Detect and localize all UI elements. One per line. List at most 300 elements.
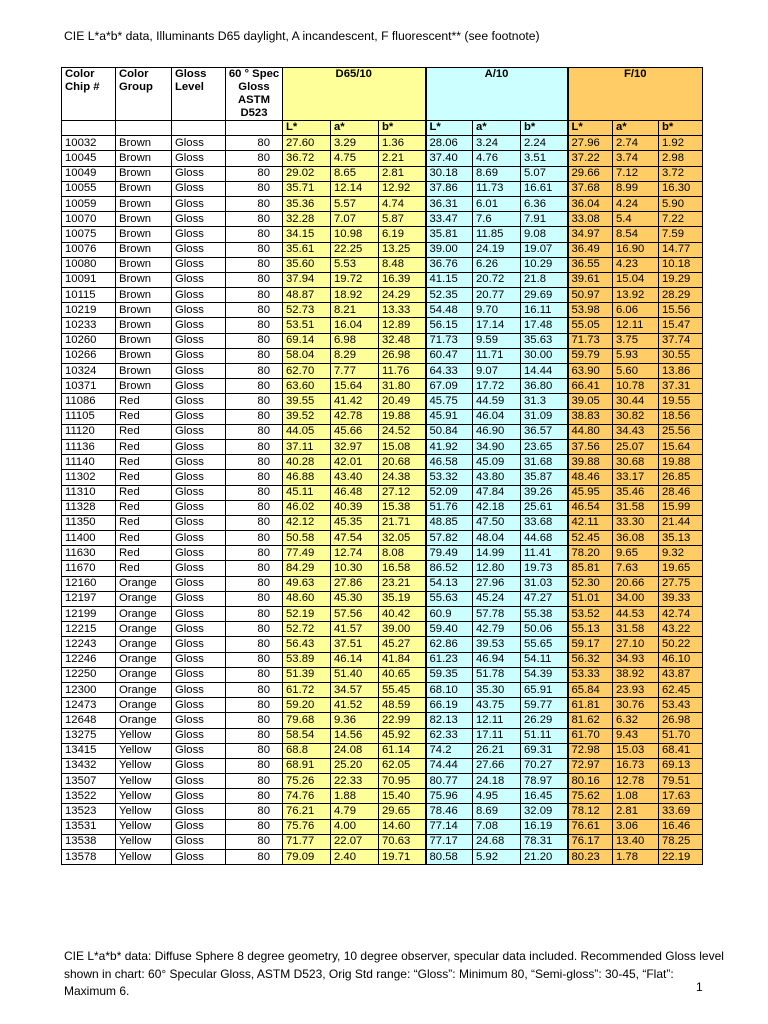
lab-data-table	[61, 67, 703, 865]
cell-d65-a: 45.30	[331, 591, 379, 606]
cell-d65-L: 71.77	[283, 834, 331, 849]
cell-group: Brown	[116, 196, 172, 211]
cell-d65-a: 22.25	[331, 242, 379, 257]
cell-f10-L: 53.33	[568, 667, 613, 682]
cell-a10-a: 8.69	[473, 166, 521, 181]
cell-a10-L: 66.19	[426, 698, 473, 713]
cell-group: Yellow	[116, 819, 172, 834]
cell-f10-b: 15.64	[659, 439, 703, 454]
table-row	[62, 272, 703, 287]
cell-gloss: Gloss	[172, 348, 226, 363]
cell-chip: 12197	[62, 591, 116, 606]
table-row	[62, 212, 703, 227]
cell-group: Yellow	[116, 728, 172, 743]
cell-a10-a: 45.09	[473, 455, 521, 470]
cell-chip: 11136	[62, 439, 116, 454]
cell-a10-L: 56.15	[426, 318, 473, 333]
cell-a10-L: 53.32	[426, 470, 473, 485]
cell-a10-a: 17.14	[473, 318, 521, 333]
table-row	[62, 181, 703, 196]
table-row	[62, 136, 703, 151]
cell-a10-b: 26.29	[521, 713, 568, 728]
cell-gloss: Gloss	[172, 819, 226, 834]
cell-a10-b: 32.09	[521, 804, 568, 819]
cell-d65-L: 48.87	[283, 288, 331, 303]
cell-gloss: Gloss	[172, 652, 226, 667]
cell-d65-L: 52.72	[283, 622, 331, 637]
cell-a10-a: 12.80	[473, 561, 521, 576]
cell-a10-b: 16.61	[521, 181, 568, 196]
cell-group: Red	[116, 500, 172, 515]
cell-group: Orange	[116, 652, 172, 667]
cell-gloss: Gloss	[172, 682, 226, 697]
cell-chip: 12215	[62, 622, 116, 637]
cell-a10-b: 5.07	[521, 166, 568, 181]
table-row	[62, 500, 703, 515]
cell-a10-a: 11.73	[473, 181, 521, 196]
cell-f10-a: 30.44	[613, 394, 659, 409]
cell-f10-a: 1.78	[613, 850, 659, 865]
cell-a10-a: 8.69	[473, 804, 521, 819]
cell-a10-b: 69.31	[521, 743, 568, 758]
cell-d65-L: 61.72	[283, 682, 331, 697]
subheader-f10-L: L*	[568, 121, 613, 136]
cell-a10-L: 35.81	[426, 227, 473, 242]
cell-chip: 11670	[62, 561, 116, 576]
cell-gloss: Gloss	[172, 151, 226, 166]
table-row	[62, 318, 703, 333]
cell-d65-L: 53.89	[283, 652, 331, 667]
cell-group: Brown	[116, 181, 172, 196]
cell-gloss: Gloss	[172, 212, 226, 227]
cell-f10-a: 5.93	[613, 348, 659, 363]
cell-f10-L: 65.84	[568, 682, 613, 697]
cell-a10-b: 19.73	[521, 561, 568, 576]
cell-a10-b: 36.80	[521, 379, 568, 394]
cell-f10-L: 42.11	[568, 515, 613, 530]
cell-d65-a: 8.65	[331, 166, 379, 181]
cell-d65-b: 21.71	[379, 515, 426, 530]
cell-a10-L: 45.75	[426, 394, 473, 409]
cell-f10-b: 16.30	[659, 181, 703, 196]
cell-d65-b: 12.89	[379, 318, 426, 333]
cell-chip: 12246	[62, 652, 116, 667]
cell-a10-a: 43.80	[473, 470, 521, 485]
cell-a10-b: 31.3	[521, 394, 568, 409]
cell-chip: 13415	[62, 743, 116, 758]
table-row	[62, 515, 703, 530]
cell-spec-gloss: 80	[226, 667, 283, 682]
cell-gloss: Gloss	[172, 379, 226, 394]
cell-gloss: Gloss	[172, 834, 226, 849]
cell-a10-L: 57.82	[426, 531, 473, 546]
cell-d65-a: 14.56	[331, 728, 379, 743]
cell-f10-L: 55.05	[568, 318, 613, 333]
cell-f10-a: 12.78	[613, 774, 659, 789]
cell-d65-b: 24.38	[379, 470, 426, 485]
cell-a10-a: 44.59	[473, 394, 521, 409]
cell-d65-L: 63.60	[283, 379, 331, 394]
cell-a10-a: 24.18	[473, 774, 521, 789]
cell-d65-a: 57.56	[331, 607, 379, 622]
cell-a10-L: 77.14	[426, 819, 473, 834]
header-spec-gloss: 60 ° Spec Gloss ASTM D523	[226, 68, 283, 121]
cell-a10-b: 78.31	[521, 834, 568, 849]
cell-f10-L: 51.01	[568, 591, 613, 606]
cell-gloss: Gloss	[172, 227, 226, 242]
cell-d65-a: 42.01	[331, 455, 379, 470]
cell-chip: 11120	[62, 424, 116, 439]
cell-f10-a: 8.54	[613, 227, 659, 242]
cell-spec-gloss: 80	[226, 227, 283, 242]
cell-f10-b: 17.63	[659, 789, 703, 804]
cell-f10-a: 4.24	[613, 196, 659, 211]
cell-group: Red	[116, 546, 172, 561]
cell-group: Brown	[116, 272, 172, 287]
cell-a10-b: 25.61	[521, 500, 568, 515]
cell-group: Brown	[116, 318, 172, 333]
table-row	[62, 804, 703, 819]
cell-f10-b: 18.56	[659, 409, 703, 424]
cell-a10-a: 7.08	[473, 819, 521, 834]
table-row	[62, 394, 703, 409]
cell-group: Brown	[116, 288, 172, 303]
cell-d65-a: 22.33	[331, 774, 379, 789]
cell-group: Yellow	[116, 834, 172, 849]
cell-a10-L: 45.91	[426, 409, 473, 424]
cell-d65-b: 5.87	[379, 212, 426, 227]
table-row	[62, 485, 703, 500]
cell-a10-b: 31.03	[521, 576, 568, 591]
cell-a10-a: 3.24	[473, 136, 521, 151]
cell-group: Brown	[116, 257, 172, 272]
cell-a10-L: 68.10	[426, 682, 473, 697]
cell-f10-L: 29.66	[568, 166, 613, 181]
cell-d65-b: 19.71	[379, 850, 426, 865]
cell-chip: 10260	[62, 333, 116, 348]
cell-a10-L: 64.33	[426, 364, 473, 379]
cell-f10-b: 26.85	[659, 470, 703, 485]
cell-f10-a: 16.73	[613, 758, 659, 773]
cell-a10-a: 5.92	[473, 850, 521, 865]
cell-a10-L: 60.9	[426, 607, 473, 622]
cell-d65-b: 48.59	[379, 698, 426, 713]
cell-d65-b: 24.29	[379, 288, 426, 303]
cell-chip: 11302	[62, 470, 116, 485]
cell-spec-gloss: 80	[226, 288, 283, 303]
subheader-blank	[62, 121, 116, 136]
cell-spec-gloss: 80	[226, 181, 283, 196]
cell-gloss: Gloss	[172, 789, 226, 804]
cell-d65-L: 37.11	[283, 439, 331, 454]
cell-gloss: Gloss	[172, 698, 226, 713]
cell-a10-L: 51.76	[426, 500, 473, 515]
cell-a10-b: 16.45	[521, 789, 568, 804]
cell-spec-gloss: 80	[226, 789, 283, 804]
cell-d65-a: 16.04	[331, 318, 379, 333]
cell-d65-L: 51.39	[283, 667, 331, 682]
cell-gloss: Gloss	[172, 166, 226, 181]
cell-a10-b: 78.97	[521, 774, 568, 789]
cell-d65-a: 19.72	[331, 272, 379, 287]
cell-f10-L: 61.81	[568, 698, 613, 713]
cell-group: Orange	[116, 667, 172, 682]
cell-d65-a: 9.36	[331, 713, 379, 728]
cell-chip: 10233	[62, 318, 116, 333]
cell-gloss: Gloss	[172, 439, 226, 454]
cell-f10-b: 28.46	[659, 485, 703, 500]
cell-f10-L: 53.52	[568, 607, 613, 622]
cell-gloss: Gloss	[172, 333, 226, 348]
cell-f10-L: 76.61	[568, 819, 613, 834]
cell-gloss: Gloss	[172, 470, 226, 485]
table-row	[62, 531, 703, 546]
cell-a10-a: 24.68	[473, 834, 521, 849]
cell-chip: 10055	[62, 181, 116, 196]
cell-f10-L: 52.30	[568, 576, 613, 591]
cell-d65-b: 55.45	[379, 682, 426, 697]
cell-f10-L: 48.46	[568, 470, 613, 485]
cell-d65-b: 14.60	[379, 819, 426, 834]
cell-a10-b: 31.09	[521, 409, 568, 424]
cell-d65-L: 35.36	[283, 196, 331, 211]
cell-f10-a: 13.92	[613, 288, 659, 303]
cell-f10-L: 56.32	[568, 652, 613, 667]
cell-f10-b: 33.69	[659, 804, 703, 819]
subheader-a10-b: b*	[521, 121, 568, 136]
cell-group: Brown	[116, 348, 172, 363]
cell-f10-L: 80.16	[568, 774, 613, 789]
cell-d65-b: 24.52	[379, 424, 426, 439]
cell-a10-L: 74.2	[426, 743, 473, 758]
cell-d65-a: 10.30	[331, 561, 379, 576]
cell-a10-a: 46.94	[473, 652, 521, 667]
cell-d65-b: 61.14	[379, 743, 426, 758]
subheader-a10-a: a*	[473, 121, 521, 136]
cell-a10-b: 51.11	[521, 728, 568, 743]
table-row	[62, 591, 703, 606]
cell-d65-L: 46.88	[283, 470, 331, 485]
cell-f10-a: 6.32	[613, 713, 659, 728]
cell-d65-a: 8.21	[331, 303, 379, 318]
cell-spec-gloss: 80	[226, 272, 283, 287]
table-row	[62, 439, 703, 454]
subheader-d65-L: L*	[283, 121, 331, 136]
cell-chip: 12160	[62, 576, 116, 591]
cell-group: Orange	[116, 698, 172, 713]
cell-d65-L: 56.43	[283, 637, 331, 652]
cell-d65-a: 27.86	[331, 576, 379, 591]
cell-d65-b: 19.88	[379, 409, 426, 424]
cell-d65-a: 41.52	[331, 698, 379, 713]
cell-f10-b: 3.72	[659, 166, 703, 181]
cell-d65-b: 1.36	[379, 136, 426, 151]
cell-f10-b: 14.77	[659, 242, 703, 257]
cell-group: Red	[116, 394, 172, 409]
cell-gloss: Gloss	[172, 136, 226, 151]
cell-d65-b: 2.21	[379, 151, 426, 166]
cell-chip: 10091	[62, 272, 116, 287]
cell-chip: 13578	[62, 850, 116, 865]
cell-f10-a: 7.12	[613, 166, 659, 181]
cell-chip: 10049	[62, 166, 116, 181]
cell-a10-L: 50.84	[426, 424, 473, 439]
table-row	[62, 743, 703, 758]
cell-group: Red	[116, 424, 172, 439]
cell-gloss: Gloss	[172, 515, 226, 530]
cell-a10-a: 14.99	[473, 546, 521, 561]
cell-group: Brown	[116, 333, 172, 348]
cell-d65-b: 16.39	[379, 272, 426, 287]
cell-d65-b: 27.12	[379, 485, 426, 500]
cell-a10-a: 34.90	[473, 439, 521, 454]
cell-d65-b: 15.40	[379, 789, 426, 804]
cell-a10-L: 28.06	[426, 136, 473, 151]
cell-d65-L: 35.60	[283, 257, 331, 272]
cell-f10-a: 20.66	[613, 576, 659, 591]
cell-d65-L: 84.29	[283, 561, 331, 576]
cell-chip: 13507	[62, 774, 116, 789]
cell-d65-L: 36.72	[283, 151, 331, 166]
cell-f10-a: 35.46	[613, 485, 659, 500]
cell-d65-L: 39.55	[283, 394, 331, 409]
header-a10: A/10	[426, 68, 568, 121]
cell-f10-a: 33.17	[613, 470, 659, 485]
cell-group: Brown	[116, 227, 172, 242]
cell-gloss: Gloss	[172, 196, 226, 211]
cell-d65-a: 43.40	[331, 470, 379, 485]
cell-d65-b: 62.05	[379, 758, 426, 773]
cell-f10-L: 50.97	[568, 288, 613, 303]
cell-d65-L: 46.02	[283, 500, 331, 515]
cell-d65-L: 50.58	[283, 531, 331, 546]
header-d65: D65/10	[283, 68, 426, 121]
cell-d65-L: 75.76	[283, 819, 331, 834]
cell-a10-L: 79.49	[426, 546, 473, 561]
cell-f10-b: 25.56	[659, 424, 703, 439]
cell-d65-b: 6.19	[379, 227, 426, 242]
cell-a10-L: 59.40	[426, 622, 473, 637]
cell-d65-a: 37.51	[331, 637, 379, 652]
cell-f10-a: 30.76	[613, 698, 659, 713]
cell-spec-gloss: 80	[226, 743, 283, 758]
cell-a10-b: 11.41	[521, 546, 568, 561]
cell-d65-b: 8.48	[379, 257, 426, 272]
cell-a10-b: 23.65	[521, 439, 568, 454]
cell-chip: 12199	[62, 607, 116, 622]
cell-a10-b: 7.91	[521, 212, 568, 227]
cell-d65-b: 40.42	[379, 607, 426, 622]
cell-f10-L: 37.68	[568, 181, 613, 196]
cell-d65-a: 25.20	[331, 758, 379, 773]
cell-d65-L: 52.19	[283, 607, 331, 622]
cell-f10-a: 2.74	[613, 136, 659, 151]
cell-spec-gloss: 80	[226, 819, 283, 834]
cell-d65-a: 42.78	[331, 409, 379, 424]
cell-a10-L: 62.86	[426, 637, 473, 652]
cell-group: Red	[116, 515, 172, 530]
cell-spec-gloss: 80	[226, 698, 283, 713]
cell-d65-b: 23.21	[379, 576, 426, 591]
cell-f10-b: 19.88	[659, 455, 703, 470]
cell-f10-b: 26.98	[659, 713, 703, 728]
table-row	[62, 774, 703, 789]
cell-a10-a: 6.01	[473, 196, 521, 211]
cell-gloss: Gloss	[172, 850, 226, 865]
cell-chip: 10045	[62, 151, 116, 166]
cell-d65-L: 68.91	[283, 758, 331, 773]
cell-chip: 10219	[62, 303, 116, 318]
cell-gloss: Gloss	[172, 607, 226, 622]
subheader-blank	[116, 121, 172, 136]
cell-a10-L: 37.40	[426, 151, 473, 166]
cell-d65-L: 29.02	[283, 166, 331, 181]
cell-group: Red	[116, 470, 172, 485]
cell-gloss: Gloss	[172, 409, 226, 424]
cell-f10-L: 52.45	[568, 531, 613, 546]
cell-gloss: Gloss	[172, 181, 226, 196]
cell-group: Brown	[116, 364, 172, 379]
cell-spec-gloss: 80	[226, 531, 283, 546]
cell-gloss: Gloss	[172, 728, 226, 743]
cell-gloss: Gloss	[172, 485, 226, 500]
cell-f10-L: 46.54	[568, 500, 613, 515]
cell-d65-a: 12.14	[331, 181, 379, 196]
subheader-d65-a: a*	[331, 121, 379, 136]
cell-f10-L: 78.12	[568, 804, 613, 819]
cell-a10-b: 70.27	[521, 758, 568, 773]
cell-d65-a: 5.53	[331, 257, 379, 272]
cell-f10-a: 31.58	[613, 500, 659, 515]
cell-spec-gloss: 80	[226, 546, 283, 561]
cell-a10-a: 51.78	[473, 667, 521, 682]
cell-a10-L: 80.77	[426, 774, 473, 789]
cell-d65-a: 1.88	[331, 789, 379, 804]
cell-f10-b: 1.92	[659, 136, 703, 151]
cell-f10-a: 8.99	[613, 181, 659, 196]
table-row	[62, 257, 703, 272]
cell-d65-a: 18.92	[331, 288, 379, 303]
cell-f10-b: 37.74	[659, 333, 703, 348]
cell-spec-gloss: 80	[226, 758, 283, 773]
cell-f10-a: 13.40	[613, 834, 659, 849]
footnote: CIE L*a*b* data: Diffuse Sphere 8 degree geometry, 10 degree observer, specular data included. Recommended Gloss level shown in chart: 60° Specular Gloss, ASTM D523, Orig Std range: “Gloss”: Minimum 80, “Semi-gloss”: 30-45, “Flat”: Maximum 6.	[64, 949, 724, 998]
cell-chip: 13531	[62, 819, 116, 834]
cell-f10-L: 66.41	[568, 379, 613, 394]
cell-a10-b: 16.11	[521, 303, 568, 318]
cell-f10-a: 5.60	[613, 364, 659, 379]
cell-group: Orange	[116, 637, 172, 652]
cell-a10-b: 50.06	[521, 622, 568, 637]
cell-spec-gloss: 80	[226, 607, 283, 622]
cell-gloss: Gloss	[172, 743, 226, 758]
cell-d65-a: 10.98	[331, 227, 379, 242]
cell-group: Red	[116, 531, 172, 546]
cell-a10-L: 52.35	[426, 288, 473, 303]
cell-f10-a: 16.90	[613, 242, 659, 257]
cell-a10-b: 47.27	[521, 591, 568, 606]
cell-d65-a: 2.40	[331, 850, 379, 865]
cell-a10-a: 11.71	[473, 348, 521, 363]
cell-gloss: Gloss	[172, 303, 226, 318]
cell-group: Orange	[116, 713, 172, 728]
cell-gloss: Gloss	[172, 758, 226, 773]
cell-spec-gloss: 80	[226, 728, 283, 743]
cell-a10-a: 26.21	[473, 743, 521, 758]
cell-a10-b: 9.08	[521, 227, 568, 242]
cell-a10-b: 21.20	[521, 850, 568, 865]
cell-chip: 10076	[62, 242, 116, 257]
